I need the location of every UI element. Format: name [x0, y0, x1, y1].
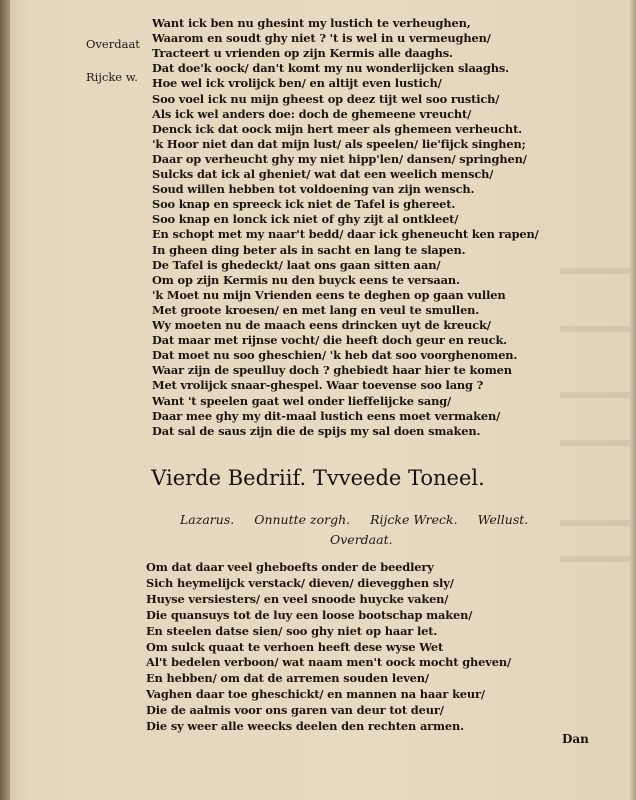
- cast-list: [180, 512, 580, 527]
- verse-line: Sulcks dat ick al gheniet/ wat dat een weelich mensch/: [152, 167, 494, 181]
- cast-member: Wellust.: [477, 512, 529, 527]
- verse-line: Die sy weer alle weecks deelen den rechten armen.: [146, 719, 464, 733]
- cast-member: Onnutte zorgh.: [254, 512, 351, 527]
- verse-line: En steelen datse sien/ soo ghy niet op haar let.: [146, 623, 438, 638]
- verse-line: Dat sal de saus zijn die de spijs my sal doen smaken.: [152, 423, 481, 438]
- verse-line: En hebben/ om dat de arremen souden leven/: [146, 671, 429, 686]
- verse-line: Waar zijn de speulluy doch ? ghebiedt haar hier te komen: [152, 363, 512, 378]
- show-through-mark: [560, 268, 630, 274]
- verse-line: Al't bedelen verboon/ wat naam men't oock mocht gheven/: [146, 655, 511, 670]
- show-through-mark: [560, 326, 630, 332]
- verse-line: Want ick ben nu ghesint my lustich te verheughen,: [152, 16, 471, 30]
- verse-line: Soo voel ick nu mijn gheest op deez tijt wel soo rustich/: [152, 91, 500, 106]
- verse-line: Wy moeten nu de maach eens drincken uyt de kreuck/: [152, 318, 491, 332]
- book-spine: [0, 0, 10, 800]
- verse-line: En schopt met my naar't bedd/ daar ick gheneucht ken rapen/: [152, 227, 539, 242]
- verse-line: In gheen ding beter als in sacht en lang te slapen.: [152, 242, 466, 257]
- verse-line: Soo knap en lonck ick niet of ghy zijt al ontkleet/: [152, 212, 459, 227]
- page-edge: [630, 0, 636, 800]
- verse-line: Met vrolijck snaar-ghespel. Waar toevense soo lang ?: [152, 378, 484, 393]
- verse-line: Met groote kroesen/ en met lang en veul te smullen.: [152, 302, 480, 317]
- verse-line: Sich heymelijck verstack/ dieven/ dievegghen sly/: [146, 575, 454, 590]
- verse-line: Dat maar met rijnse vocht/ die heeft doch geur en reuck.: [152, 333, 507, 348]
- show-through-mark: [560, 392, 630, 398]
- verse-line: Die de aalmis voor ons garen van deur tot deur/: [146, 703, 444, 718]
- verse-line: Om dat daar veel gheboefts onder de beedlery: [146, 560, 434, 574]
- cast-member: Rijcke Wreck.: [370, 512, 458, 527]
- verse-line: 'k Hoor niet dan dat mijn lust/ als speelen/ lie'fijck singhen;: [152, 136, 526, 151]
- cast-member: Lazarus.: [180, 512, 235, 527]
- verse-line: Waarom en soudt ghy niet ? 't is wel in u vermeughen/: [152, 31, 491, 46]
- verse-line: Want 't speelen gaat wel onder lieffelijcke sang/: [152, 393, 452, 408]
- verse-line: Vaghen daar toe gheschickt/ en mannen na haar keur/: [146, 687, 485, 702]
- speaker-label-overdaat: Overdaat: [86, 37, 140, 51]
- verse-line: Daar mee ghy my dit-maal lustich eens moet vermaken/: [152, 408, 501, 423]
- verse-line: Dat moet nu soo gheschien/ 'k heb dat soo voorghenomen.: [152, 348, 518, 363]
- verse-line: Om sulck quaat te verhoen heeft dese wyse Wet: [146, 639, 444, 654]
- verse-line: Dat doe'k oock/ dan't komt my nu wonderlijcken slaaghs.: [152, 61, 509, 76]
- verse-line: Tracteert u vrienden op zijn Kermis alle daaghs.: [152, 46, 453, 61]
- verse-line: Soo knap en spreeck ick niet de Tafel is ghereet.: [152, 197, 456, 212]
- verse-line: De Tafel is ghedeckt/ laat ons gaan sitten aan/: [152, 257, 441, 272]
- act-scene-heading: Vierde Bedriif. Tvveede Toneel.: [151, 466, 485, 490]
- cast-member: Overdaat.: [330, 532, 393, 547]
- verse-line: Als ick wel anders doe: doch de ghemeene vreucht/: [152, 106, 472, 121]
- verse-line: Huyse versiesters/ en veel snoode huycke vaken/: [146, 591, 449, 606]
- speaker-label-rijcke: Rijcke w.: [86, 70, 138, 84]
- verse-line: Om op zijn Kermis nu den buyck eens te versaan.: [152, 272, 460, 287]
- verse-line: Denck ick dat oock mijn hert meer als ghemeen verheucht.: [152, 121, 522, 136]
- verse-line: 'k Moet nu mijn Vrienden eens te deghen op gaan vullen: [152, 287, 506, 302]
- verse-line: Hoe wel ick vrolijck ben/ en altijt even lustich/: [152, 76, 442, 91]
- show-through-mark: [560, 556, 630, 562]
- verse-line: Daar op verheucht ghy my niet hipp'len/ dansen/ springhen/: [152, 151, 527, 166]
- verse-line: Soud willen hebben tot voldoening van zijn wensch.: [152, 182, 475, 197]
- show-through-mark: [560, 440, 630, 446]
- verse-line: Die quansuys tot de luy een loose bootschap maken/: [146, 607, 473, 622]
- catchword: Dan: [562, 732, 589, 746]
